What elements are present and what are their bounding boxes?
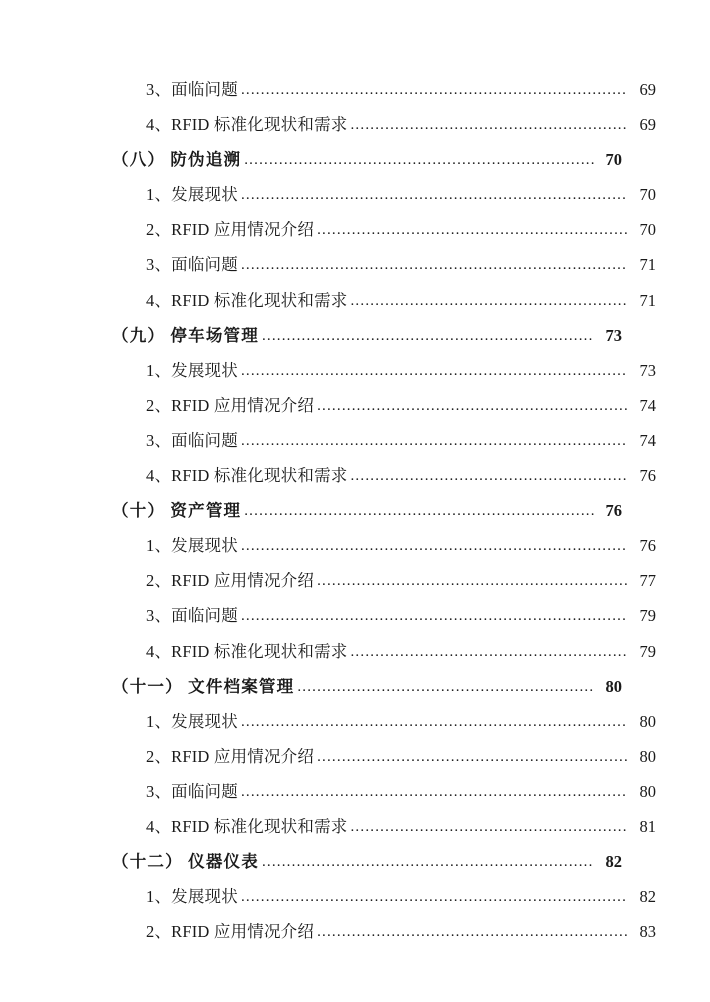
toc-entry[interactable]: [146, 187, 656, 204]
toc-entry-label: 3、面临问题: [146, 430, 238, 450]
toc-entry[interactable]: [146, 222, 656, 239]
toc-leader-dots: [297, 680, 594, 695]
toc-entry-label: 4、RFID 标准化现状和需求: [146, 115, 348, 135]
toc-entry[interactable]: [146, 641, 656, 661]
toc-entry-page-number: 81: [639, 816, 656, 836]
toc-leader-dots: [241, 609, 628, 624]
toc-entry-label: （九） 停车场管理: [112, 325, 259, 345]
toc-leader-dots: [317, 399, 628, 414]
toc-entry-page-number: 69: [639, 80, 656, 99]
toc-entry[interactable]: [146, 746, 656, 766]
toc-entry[interactable]: [146, 889, 656, 906]
toc-entry-label: 2、RFID 应用情况介绍: [146, 395, 315, 415]
toc-entry-label: 4、RFID 标准化现状和需求: [146, 466, 348, 486]
toc-leader-dots: [241, 83, 628, 98]
toc-entry-label: 2、RFID 应用情况介绍: [146, 746, 315, 766]
toc-entry[interactable]: [146, 360, 656, 380]
toc-leader-dots: [262, 855, 594, 870]
toc-leader-dots: [244, 504, 594, 519]
toc-entry-page-number: 71: [639, 290, 656, 310]
toc-entry-label: 1、发展现状: [146, 711, 238, 731]
toc-entry-label: 1、发展现状: [146, 185, 238, 205]
toc-entry-label: （十一） 文件档案管理: [112, 676, 295, 696]
toc-entry[interactable]: [112, 854, 622, 871]
toc-leader-dots: [350, 118, 628, 133]
toc-entry-page-number: 77: [639, 571, 656, 591]
toc-entry-label: 1、发展现状: [146, 536, 238, 556]
toc-entry[interactable]: [146, 924, 656, 941]
toc-leader-dots: [241, 188, 628, 203]
toc-entry-page-number: 76: [639, 466, 656, 486]
toc-entry-label: 1、发展现状: [146, 887, 238, 907]
toc-entry[interactable]: [146, 117, 656, 134]
toc-entry-page-number: 71: [639, 255, 656, 275]
toc-entry-label: 4、RFID 标准化现状和需求: [146, 816, 348, 836]
toc-entry-label: （八） 防伪追溯: [112, 150, 242, 170]
toc-leader-dots: [317, 574, 628, 589]
toc-entry-label: 4、RFID 标准化现状和需求: [146, 290, 348, 310]
toc-entry-page-number: 74: [639, 430, 656, 450]
toc-entry-page-number: 74: [639, 395, 656, 415]
toc-entry[interactable]: [146, 608, 656, 625]
toc-entry[interactable]: [112, 676, 622, 696]
toc-entry-page-number: 70: [605, 150, 622, 170]
toc-entry-page-number: 79: [639, 641, 656, 661]
toc-leader-dots: [317, 223, 628, 238]
toc-leader-dots: [262, 329, 594, 344]
toc-entry[interactable]: [146, 430, 656, 450]
toc-entry[interactable]: [146, 290, 656, 310]
toc-entry[interactable]: [112, 152, 622, 169]
toc-entry[interactable]: [146, 538, 656, 555]
toc-entry-label: 2、RFID 应用情况介绍: [146, 220, 315, 240]
toc-leader-dots: [350, 294, 628, 309]
toc-leader-dots: [241, 715, 628, 730]
toc-entry[interactable]: [146, 781, 656, 801]
toc-entry-page-number: 80: [639, 746, 656, 766]
toc-entry-page-number: 79: [639, 606, 656, 626]
toc-entry-page-number: 70: [639, 185, 656, 205]
toc-entry-label: 3、面临问题: [146, 80, 238, 99]
toc-leader-dots: [241, 890, 628, 905]
toc-entry-label: 3、面临问题: [146, 606, 238, 626]
toc-entry-page-number: 69: [639, 115, 656, 135]
table-of-contents: [112, 80, 656, 942]
toc-leader-dots: [241, 785, 628, 800]
toc-entry[interactable]: [146, 711, 656, 731]
toc-entry-label: 1、发展现状: [146, 360, 238, 380]
toc-entry-label: （十二） 仪器仪表: [112, 852, 259, 872]
toc-entry-page-number: 70: [639, 220, 656, 240]
toc-entry[interactable]: [146, 816, 656, 836]
toc-entry-label: 4、RFID 标准化现状和需求: [146, 641, 348, 661]
toc-entry-page-number: 82: [605, 852, 622, 872]
toc-entry-label: （十） 资产管理: [112, 501, 242, 521]
toc-entry[interactable]: [146, 82, 656, 99]
toc-entry-page-number: 73: [639, 360, 656, 380]
toc-entry[interactable]: [146, 395, 656, 415]
toc-leader-dots: [241, 434, 628, 449]
toc-entry-page-number: 83: [639, 922, 656, 942]
toc-leader-dots: [241, 539, 628, 554]
toc-entry[interactable]: [146, 257, 656, 274]
toc-entry-page-number: 80: [605, 676, 622, 696]
toc-entry-page-number: 76: [639, 536, 656, 556]
toc-entry[interactable]: [146, 573, 656, 590]
toc-entry[interactable]: [112, 503, 622, 520]
toc-entry-page-number: 82: [639, 887, 656, 907]
toc-leader-dots: [241, 258, 628, 273]
toc-leader-dots: [317, 925, 628, 940]
toc-entry-label: 2、RFID 应用情况介绍: [146, 922, 315, 942]
toc-entry-page-number: 73: [605, 325, 622, 345]
toc-leader-dots: [350, 645, 628, 660]
toc-entry-page-number: 76: [605, 501, 622, 521]
toc-entry[interactable]: [146, 468, 656, 485]
toc-entry-label: 3、面临问题: [146, 255, 238, 275]
toc-entry-page-number: 80: [639, 781, 656, 801]
toc-leader-dots: [244, 153, 594, 168]
toc-leader-dots: [350, 469, 628, 484]
toc-leader-dots: [317, 750, 628, 765]
toc-entry-label: 3、面临问题: [146, 781, 238, 801]
toc-entry[interactable]: [112, 325, 622, 345]
toc-entry-label: 2、RFID 应用情况介绍: [146, 571, 315, 591]
toc-entry-page-number: 80: [639, 711, 656, 731]
toc-leader-dots: [241, 364, 628, 379]
toc-leader-dots: [350, 820, 628, 835]
